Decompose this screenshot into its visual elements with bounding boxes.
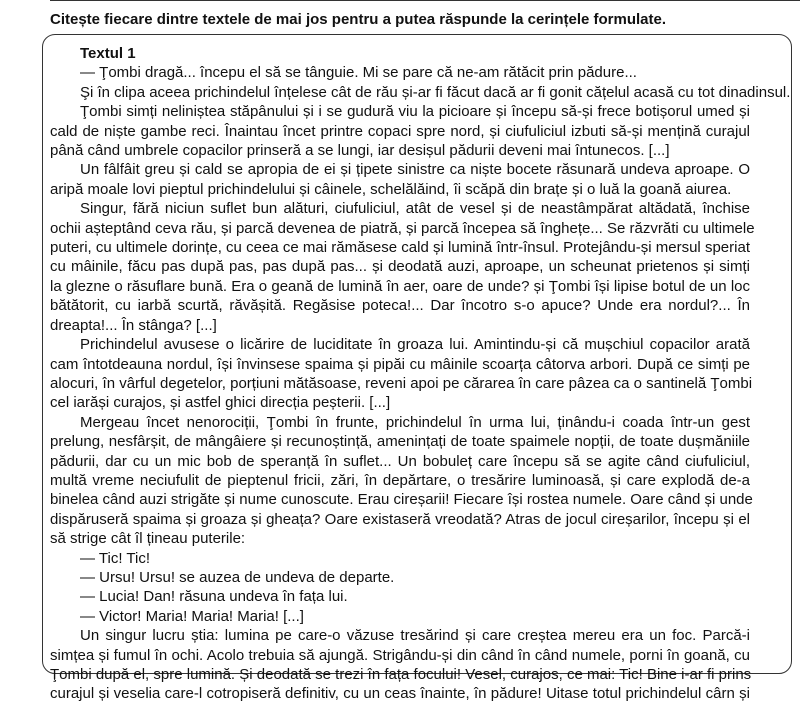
text-line: la glezne o răsuflare bună. Era o geană de lumină în aer, oare de unde? și Ţombi își lipise botul de un loc — [50, 277, 750, 295]
text-line: ochii așteptând ceva rău, și parcă devenea de piatră, și parcă începea să înghețe... Se răzvrăti cu ultimele — [50, 219, 755, 237]
text-line: Mergeau încet nenorociții, Ţombi în frunte, prichindelul în urma lui, ținându-i coada într-un gest — [80, 413, 750, 431]
text-line: până când umbrele copacilor prinseră a se lungi, iar desișul pădurii deveni mai întunecos. [...] — [50, 142, 670, 160]
text-line: cel iarăși curajos, și astfel ghici direcția peșterii. [...] — [50, 394, 391, 412]
text-line: Şi în clipa aceea prichindelul înțelese cât de rău și-ar fi făcut dacă ar fi gonit cățelul acasă cu tot dinadinsul. — [80, 83, 791, 101]
text-line: binelea când auzi strigăte și nume cunoscute. Erau cireșarii! Fiecare își rostea numele. Oare când și unde — [50, 491, 753, 509]
text-line: alocuri, în vârful degetelor, porțiuni mătăsoase, reveni apoi pe cărarea în care pâzea ca o santinelă Ţombi — [50, 374, 753, 392]
text-line: cam întotdeauna nordul, își învinsese spaima și pipăi cu mâinile scoarța câtorva arbori. După ce simți pe — [50, 355, 750, 373]
instruction-heading: Citește fiecare dintre textele de mai jos pentru a putea răspunde la cerințele formulate. — [50, 11, 667, 28]
text-line: multă vreme neciufulit de pieptenul fricii, zări, în depărtare, o tresărire luminoasă, și care explodă de-a — [50, 471, 750, 489]
top-rule — [50, 0, 800, 1]
text-line: dreapta!... În stânga? [...] — [50, 316, 217, 334]
text-line: Un fâlfâit greu și cald se apropia de ei și țipete sinistre ca niște bocete răsunară undeva aproape. O — [80, 161, 750, 179]
text-line: cald de niște gambe reci. Înaintau încet printre copaci spre nord, și ciufuliciul izbuti să-și mențină curajul — [50, 122, 750, 140]
text-line: dispăruseră spaima și groaza și gheața? Oare existaseră vreodată? Atras de jocul cireșarilor, începu și el — [50, 510, 750, 528]
text-content — [50, 44, 791, 704]
text-line: prelung, nesfârșit, de mângâiere și recunoștință, amenințați de toate spaimele nopții, de toate dușmăniile — [50, 433, 750, 451]
text-line: puteri, cu ultimele dorințe, cu ceea ce mai rămăsese cald și lumină într-însul. Protejându-și mersul speriat — [50, 239, 750, 257]
text-line: să strige cât îl țineau puterile: — [50, 530, 246, 548]
text-line: curajul și veselia care-l cotropiseră definitiv, cu un ceas înainte, în pădure! Uitase totul prichindelul cârn și — [50, 685, 750, 703]
text-line: Singur, fără niciun suflet bun alături, ciufuliciul, atât de vesel și de neastâmpărat altădată, închise — [80, 200, 750, 218]
text-body — [50, 63, 791, 703]
text-line: aripă moale lovi pieptul prichindelului și câinele, schelălăind, îi scăpă din brațe și o luă la goană aiurea. — [50, 180, 732, 198]
text-line: Ţombi după el, spre lumină. Și deodată se trezi în fața focului! Vesel, curajos, ce mai: Tic! Bine i-ar fi prins — [50, 666, 752, 683]
text-line: pădurii, dar cu un mic bob de speranță în suflet... Un bobuleț care începu să se agite când ciufuliciul, — [50, 452, 750, 470]
text-line: — Tic! Tic! — [80, 549, 151, 567]
text-line: simțea și fumul în ochi. Acolo trebuia să ajungă. Strigându-și din când în când numele, porni în goană, cu — [50, 646, 750, 664]
text-line: — Victor! Maria! Maria! Maria! [...] — [80, 607, 304, 625]
text-line: cu mâinile, făcu pas după pas, pas după pas... și deodată auzi, aproape, un scheunat prietenos și simți — [50, 258, 750, 276]
text-line: bătătorit, cu iarbă scurtă, răvășită. Regăsise poteca!... Dar încotro s-o apuce? Unde era nordul?... În — [50, 297, 750, 315]
text-title: Textul 1 — [80, 45, 136, 62]
text-line: Ţombi simți neliniștea stăpânului și i se gudură viu la picioare și începu să-și frece botișorul umed și — [80, 103, 750, 121]
text-line: — Ursu! Ursu! se auzea de undeva de departe. — [80, 568, 395, 586]
text-line: Un singur lucru știa: lumina pe care-o văzuse tresărind și care creștea mereu era un foc. Parcă-i — [80, 627, 750, 645]
text-line: — Lucia! Dan! răsuna undeva în fața lui. — [80, 588, 348, 606]
text-line: Prichindelul avusese o licărire de luciditate în groaza lui. Amintindu-și că mușchiul copacilor arată — [80, 336, 750, 354]
text-line: — Ţombi dragă... începu el să se tânguie. Mi se pare că ne-am rătăcit prin pădure... — [80, 64, 637, 82]
